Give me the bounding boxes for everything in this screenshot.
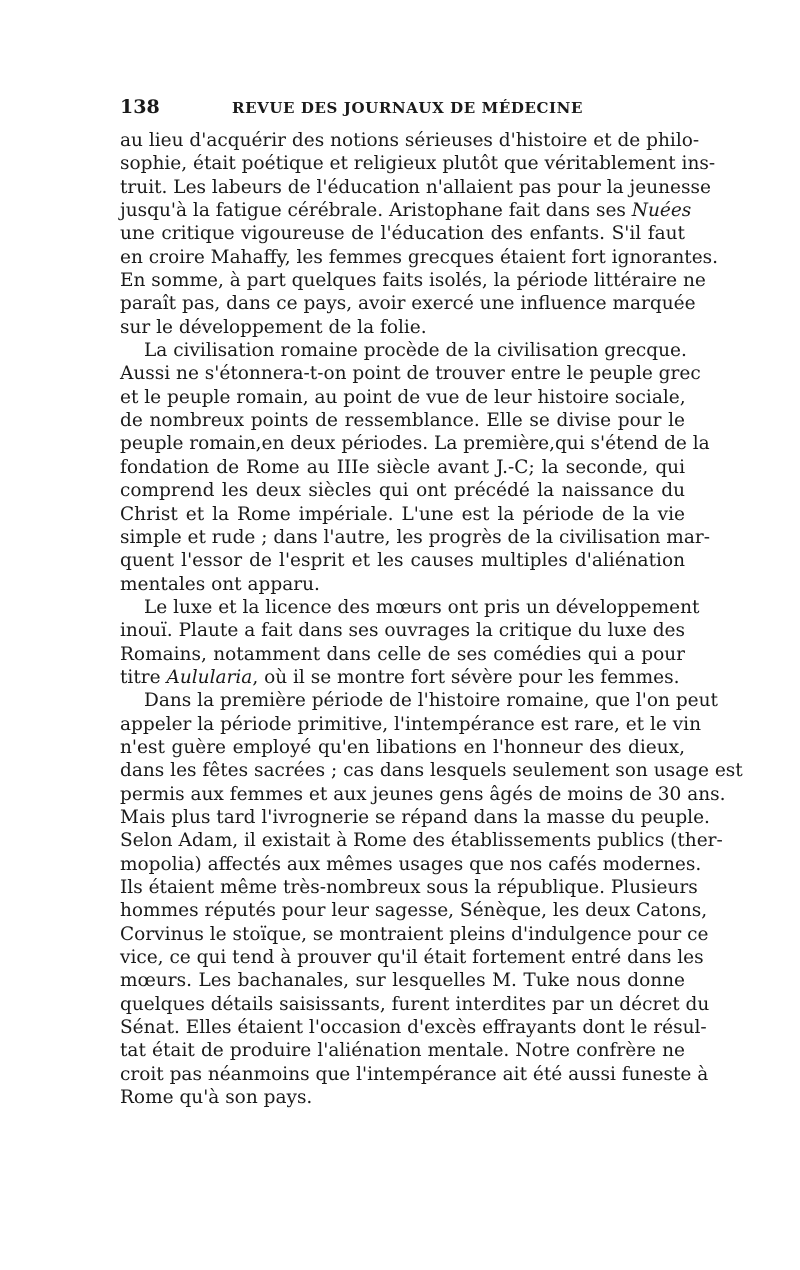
paragraph-2 bbox=[120, 339, 710, 596]
text-line: Corvinus le stoïque, se montraient pleins d'indulgence pour ce bbox=[120, 923, 709, 945]
page-header bbox=[120, 96, 685, 120]
text-line: sophie, était poétique et religieux plutôt que véritablement ins- bbox=[120, 153, 716, 175]
text-line: tat était de produire l'aliénation mentale. Notre confrère ne bbox=[120, 1040, 685, 1062]
paragraph-4 bbox=[120, 689, 743, 1109]
text-line: peuple romain,en deux périodes. La première,qui s'étend de la bbox=[120, 433, 710, 455]
italic-title: Nuées bbox=[631, 200, 692, 222]
paragraph-1 bbox=[120, 129, 719, 339]
text-line: sur le développement de la folie. bbox=[120, 316, 427, 338]
text-line: Sénat. Elles étaient l'occasion d'excès effrayants dont le résul- bbox=[120, 1017, 707, 1039]
text-line: truit. Les labeurs de l'éducation n'allaient pas pour la jeunesse bbox=[120, 176, 711, 198]
text-line: Romains, notamment dans celle de ses comédies qui a pour bbox=[120, 643, 685, 665]
text-line: mentales ont apparu. bbox=[120, 573, 320, 595]
running-head: REVUE DES JOURNAUX DE MÉDECINE bbox=[232, 99, 584, 117]
paragraph-3 bbox=[120, 596, 700, 689]
text-line: Le luxe et la licence des mœurs ont pris un développement bbox=[144, 596, 700, 618]
page-number: 138 bbox=[120, 96, 160, 118]
text-line: quent l'essor de l'esprit et les causes multiples d'aliénation bbox=[120, 550, 685, 572]
text-line: Dans la première période de l'histoire romaine, que l'on peut bbox=[144, 690, 718, 712]
text-line: vice, ce qui tend à prouver qu'il était fortement entré dans les bbox=[120, 947, 704, 969]
text-line: hommes réputés pour leur sagesse, Sénèque, les deux Catons, bbox=[120, 900, 708, 922]
text-line: permis aux femmes et aux jeunes gens âgés de moins de 30 ans. bbox=[120, 783, 726, 805]
text-line: et le peuple romain, au point de vue de leur histoire sociale, bbox=[120, 386, 686, 408]
text-line: quelques détails saisissants, furent interdites par un décret du bbox=[120, 993, 710, 1015]
text-line: simple et rude ; dans l'autre, les progrès de la civilisation mar- bbox=[120, 526, 710, 548]
text-line: Aussi ne s'étonnera-t-on point de trouver entre le peuple grec bbox=[120, 363, 701, 385]
text-line: jusqu'à la fatigue cérébrale. Aristophane fait dans ses Nuées bbox=[120, 200, 692, 222]
text-line: En somme, à part quelques faits isolés, la période littéraire ne bbox=[120, 270, 706, 292]
text-line: de nombreux points de ressemblance. Elle se divise pour le bbox=[120, 410, 685, 432]
text-line: inouï. Plaute a fait dans ses ouvrages la critique du luxe des bbox=[120, 620, 685, 642]
text-line: Mais plus tard l'ivrognerie se répand dans la masse du peuple. bbox=[120, 806, 710, 828]
text-line: mopolia) affectés aux mêmes usages que nos cafés modernes. bbox=[120, 853, 702, 875]
text-line: Rome qu'à son pays. bbox=[120, 1087, 313, 1109]
text-line: appeler la période primitive, l'intempérance est rare, et le vin bbox=[120, 713, 702, 735]
text-line: en croire Mahaffy, les femmes grecques étaient fort ignorantes. bbox=[120, 246, 719, 268]
text-line: dans les fêtes sacrées ; cas dans lesquels seulement son usage est bbox=[120, 760, 743, 782]
italic-title: Aulularia bbox=[166, 666, 253, 688]
text-line: croit pas néanmoins que l'intempérance ait été aussi funeste à bbox=[120, 1063, 709, 1085]
text-line: paraît pas, dans ce pays, avoir exercé une influence marquée bbox=[120, 293, 696, 315]
text-line: Selon Adam, il existait à Rome des établissements publics (ther- bbox=[120, 830, 723, 852]
text-line: comprend les deux siècles qui ont précédé la naissance du bbox=[120, 480, 685, 502]
text-line: La civilisation romaine procède de la civilisation grecque. bbox=[144, 340, 687, 362]
text-line: Christ et la Rome impériale. L'une est la période de la vie bbox=[120, 503, 685, 525]
text-line: titre Aulularia, où il se montre fort sévère pour les femmes. bbox=[120, 666, 680, 688]
text-line: au lieu d'acquérir des notions sérieuses d'histoire et de philo- bbox=[120, 130, 700, 151]
body-text bbox=[120, 129, 743, 1109]
text-line: une critique vigoureuse de l'éducation des enfants. S'il faut bbox=[120, 223, 685, 245]
text-line: n'est guère employé qu'en libations en l'honneur des dieux, bbox=[120, 736, 685, 758]
text-line: fondation de Rome au IIIe siècle avant J.-C; la seconde, qui bbox=[120, 456, 685, 478]
text-line: mœurs. Les bachanales, sur lesquelles M. Tuke nous donne bbox=[120, 970, 685, 992]
text-line: Ils étaient même très-nombreux sous la république. Plusieurs bbox=[120, 877, 698, 898]
